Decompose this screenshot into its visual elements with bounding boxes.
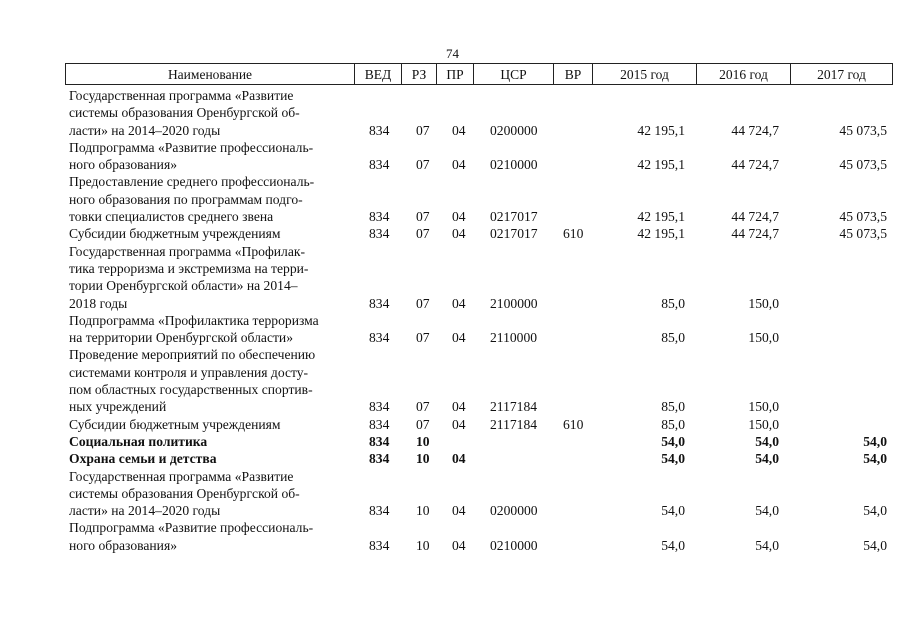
table-row — [0, 243, 905, 312]
row-csr: 2110000 — [490, 330, 538, 346]
row-rz: 10 — [416, 537, 430, 553]
row-csr: 2117184 — [490, 399, 538, 415]
row-ved: 834 — [369, 209, 390, 225]
row-value-2016: 44 724,7 — [731, 122, 779, 138]
row-name — [69, 346, 359, 415]
row-name-line: Социальная политика — [69, 433, 208, 449]
row-name-line: тории Оренбургской области» на 2014– — [69, 278, 298, 294]
row-value-2015: 54,0 — [661, 433, 685, 449]
row-pr: 04 — [452, 399, 466, 415]
row-ved: 834 — [369, 451, 390, 467]
row-name-line: системами контроля и управления досту- — [69, 364, 309, 380]
row-csr: 0200000 — [490, 122, 538, 138]
table-body — [0, 87, 905, 554]
row-pr: 04 — [452, 226, 466, 242]
row-name-line: ласти» на 2014–2020 годы — [69, 503, 221, 519]
row-ved: 834 — [369, 503, 390, 519]
table-row — [0, 519, 905, 554]
row-csr: 0217017 — [490, 209, 538, 225]
row-value-2015: 54,0 — [661, 537, 685, 553]
row-ved: 834 — [369, 330, 390, 346]
row-value-2017: 45 073,5 — [839, 226, 887, 242]
row-value-2015: 42 195,1 — [637, 122, 685, 138]
row-name-line: Государственная программа «Развитие — [69, 468, 294, 484]
row-csr: 0210000 — [490, 157, 538, 173]
row-rz: 07 — [416, 122, 430, 138]
table-header — [65, 63, 893, 85]
row-rz: 07 — [416, 209, 430, 225]
row-value-2016: 54,0 — [755, 537, 779, 553]
header-csr: ЦСР — [474, 64, 554, 84]
row-name-line: на территории Оренбургской области» — [69, 330, 293, 346]
row-name — [69, 87, 359, 139]
row-csr: 0200000 — [490, 503, 538, 519]
row-value-2015: 85,0 — [661, 295, 685, 311]
row-csr: 2100000 — [490, 295, 538, 311]
row-name — [69, 519, 359, 554]
row-name-line: Охрана семьи и детства — [69, 451, 217, 467]
row-rz: 10 — [416, 503, 430, 519]
row-csr: 0210000 — [490, 537, 538, 553]
row-value-2015: 85,0 — [661, 330, 685, 346]
header-2016: 2016 год — [697, 64, 791, 84]
row-name — [69, 243, 359, 312]
row-rz: 07 — [416, 226, 430, 242]
row-ved: 834 — [369, 226, 390, 242]
table-row — [0, 416, 905, 433]
row-name-line: системы образования Оренбургской об- — [69, 485, 300, 501]
row-vr: 610 — [563, 226, 584, 242]
row-pr: 04 — [452, 330, 466, 346]
row-rz: 07 — [416, 399, 430, 415]
row-value-2016: 44 724,7 — [731, 226, 779, 242]
row-value-2017: 54,0 — [863, 451, 887, 467]
row-pr: 04 — [452, 451, 466, 467]
header-2015: 2015 год — [593, 64, 697, 84]
row-value-2015: 54,0 — [661, 503, 685, 519]
row-value-2015: 85,0 — [661, 399, 685, 415]
row-vr: 610 — [563, 416, 584, 432]
row-csr: 2117184 — [490, 416, 538, 432]
row-value-2016: 54,0 — [755, 433, 779, 449]
row-pr: 04 — [452, 416, 466, 432]
row-name-line: ного образования» — [69, 537, 178, 553]
row-pr: 04 — [452, 122, 466, 138]
row-value-2016: 150,0 — [748, 295, 779, 311]
row-value-2016: 150,0 — [748, 416, 779, 432]
row-value-2017: 45 073,5 — [839, 157, 887, 173]
row-value-2016: 54,0 — [755, 503, 779, 519]
row-name-line: Государственная программа «Профилак- — [69, 243, 305, 259]
header-rz: РЗ — [402, 64, 437, 84]
row-name-line: Предоставление среднего профессиональ- — [69, 174, 315, 190]
row-value-2017: 54,0 — [863, 503, 887, 519]
table-row — [0, 312, 905, 347]
row-name-line: Проведение мероприятий по обеспечению — [69, 347, 316, 363]
table-row — [0, 468, 905, 520]
row-value-2016: 54,0 — [755, 451, 779, 467]
row-name — [69, 468, 359, 520]
row-name — [69, 416, 359, 433]
row-name-line: Подпрограмма «Развитие профессиональ- — [69, 520, 314, 536]
row-rz: 07 — [416, 295, 430, 311]
row-value-2016: 150,0 — [748, 330, 779, 346]
row-rz: 10 — [416, 433, 430, 449]
row-name — [69, 450, 359, 467]
row-rz: 07 — [416, 416, 430, 432]
row-ved: 834 — [369, 295, 390, 311]
row-pr: 04 — [452, 503, 466, 519]
row-name — [69, 173, 359, 225]
row-name-line: Субсидии бюджетным учреждениям — [69, 226, 281, 242]
row-name-line: товки специалистов среднего звена — [69, 209, 274, 225]
row-name-line: ных учреждений — [69, 399, 167, 415]
row-ved: 834 — [369, 537, 390, 553]
row-name — [69, 139, 359, 174]
row-pr: 04 — [452, 537, 466, 553]
row-value-2017: 45 073,5 — [839, 122, 887, 138]
row-csr: 0217017 — [490, 226, 538, 242]
row-name-line: Государственная программа «Развитие — [69, 88, 294, 103]
row-value-2015: 42 195,1 — [637, 209, 685, 225]
row-name-line: тика терроризма и экстремизма на терри- — [69, 260, 309, 276]
row-name-line: пом областных государственных спортив- — [69, 382, 313, 398]
table-row — [0, 87, 905, 139]
row-name-line: ного образования по программам подго- — [69, 191, 303, 207]
row-name — [69, 433, 359, 450]
row-name-line: 2018 годы — [69, 295, 128, 311]
row-rz: 07 — [416, 330, 430, 346]
table-row — [0, 433, 905, 450]
table-row — [0, 173, 905, 225]
row-pr: 04 — [452, 209, 466, 225]
row-name-line: Субсидии бюджетным учреждениям — [69, 416, 281, 432]
row-pr: 04 — [452, 295, 466, 311]
header-name: Наименование — [66, 64, 355, 84]
row-name-line: системы образования Оренбургской об- — [69, 105, 300, 121]
row-name-line: ласти» на 2014–2020 годы — [69, 122, 221, 138]
row-ved: 834 — [369, 399, 390, 415]
row-value-2015: 54,0 — [661, 451, 685, 467]
table-row — [0, 225, 905, 242]
row-rz: 07 — [416, 157, 430, 173]
row-value-2016: 44 724,7 — [731, 157, 779, 173]
header-2017: 2017 год — [817, 67, 866, 82]
row-ved: 834 — [369, 157, 390, 173]
page-number: 74 — [446, 46, 459, 61]
row-name — [69, 225, 359, 242]
row-ved: 834 — [369, 416, 390, 432]
row-value-2017: 45 073,5 — [839, 209, 887, 225]
row-name-line: Подпрограмма «Развитие профессиональ- — [69, 139, 314, 155]
row-pr: 04 — [452, 157, 466, 173]
table-row — [0, 346, 905, 415]
row-ved: 834 — [369, 122, 390, 138]
row-value-2017: 54,0 — [863, 433, 887, 449]
row-name-line: ного образования» — [69, 157, 178, 173]
row-value-2017: 54,0 — [863, 537, 887, 553]
header-ved: ВЕД — [355, 64, 402, 84]
row-name-line: Подпрограмма «Профилактика терроризма — [69, 312, 319, 328]
header-pr: ПР — [437, 64, 474, 84]
row-name — [69, 312, 359, 347]
row-value-2015: 42 195,1 — [637, 157, 685, 173]
table-row — [0, 139, 905, 174]
header-vr: ВР — [554, 64, 593, 84]
row-rz: 10 — [416, 451, 430, 467]
row-value-2015: 42 195,1 — [637, 226, 685, 242]
row-value-2015: 85,0 — [661, 416, 685, 432]
table-row — [0, 450, 905, 467]
row-ved: 834 — [369, 433, 390, 449]
row-value-2016: 150,0 — [748, 399, 779, 415]
row-value-2016: 44 724,7 — [731, 209, 779, 225]
